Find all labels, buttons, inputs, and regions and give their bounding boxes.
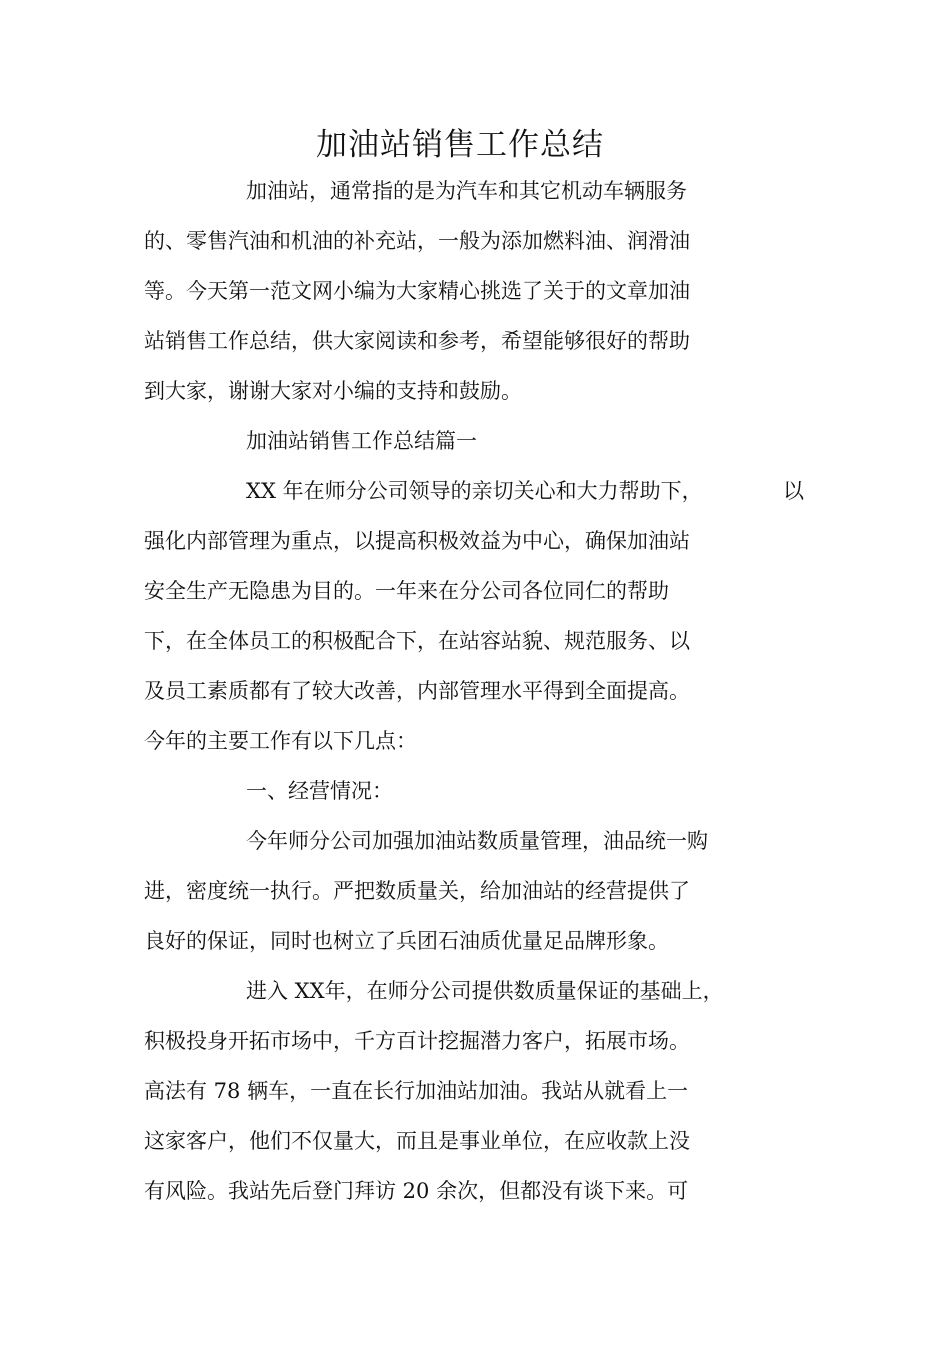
paragraph-line: 及员工素质都有了较大改善，内部管理水平得到全面提高。 (144, 679, 690, 703)
paragraph-line: 安全生产无隐患为目的。一年来在分公司各位同仁的帮助 (144, 579, 669, 603)
paragraph-line: 的、零售汽油和机油的补充站，一般为添加燃料油、润滑油 (144, 229, 690, 253)
paragraph-line: 到大家，谢谢大家对小编的支持和鼓励。 (144, 379, 522, 403)
document-title: 加油站销售工作总结 (316, 127, 604, 163)
paragraph-line: 这家客户，他们不仅量大，而且是事业单位，在应收款上没 (144, 1129, 690, 1153)
paragraph-line: 强化内部管理为重点，以提高积极效益为中心，确保加油站 (144, 529, 690, 553)
paragraph-line: 积极投身开拓市场中，千方百计挖掘潜力客户，拓展市场。 (144, 1029, 690, 1053)
paragraph-line: 有风险。我站先后登门拜访 20 余次，但都没有谈下来。可 (144, 1179, 689, 1203)
paragraph-line-tail: 以 (783, 479, 804, 503)
paragraph-line: 高法有 78 辆车，一直在长行加油站加油。我站从就看上一 (144, 1079, 689, 1103)
section-heading: 一、经营情况： (246, 779, 393, 803)
paragraph-line: 进，密度统一执行。严把数质量关，给加油站的经营提供了 (144, 879, 690, 903)
paragraph-line: 今年的主要工作有以下几点： (144, 729, 417, 753)
paragraph-line: 加油站，通常指的是为汽车和其它机动车辆服务 (246, 179, 687, 203)
paragraph-line: 站销售工作总结，供大家阅读和参考，希望能够很好的帮助 (144, 329, 690, 353)
paragraph-line: 进入 XX年，在师分公司提供数质量保证的基础上， (246, 979, 724, 1003)
section-heading: 加油站销售工作总结篇一 (246, 429, 477, 453)
paragraph-line: 良好的保证，同时也树立了兵团石油质优量足品牌形象。 (144, 929, 669, 953)
paragraph-line: 下，在全体员工的积极配合下，在站容站貌、规范服务、以 (144, 629, 690, 653)
paragraph-line: 今年师分公司加强加油站数质量管理，油品统一购 (246, 829, 708, 853)
paragraph-line: XX 年在师分公司领导的亲切关心和大力帮助下， (246, 479, 703, 503)
paragraph-line: 等。今天第一范文网小编为大家精心挑选了关于的文章加油 (144, 279, 690, 303)
